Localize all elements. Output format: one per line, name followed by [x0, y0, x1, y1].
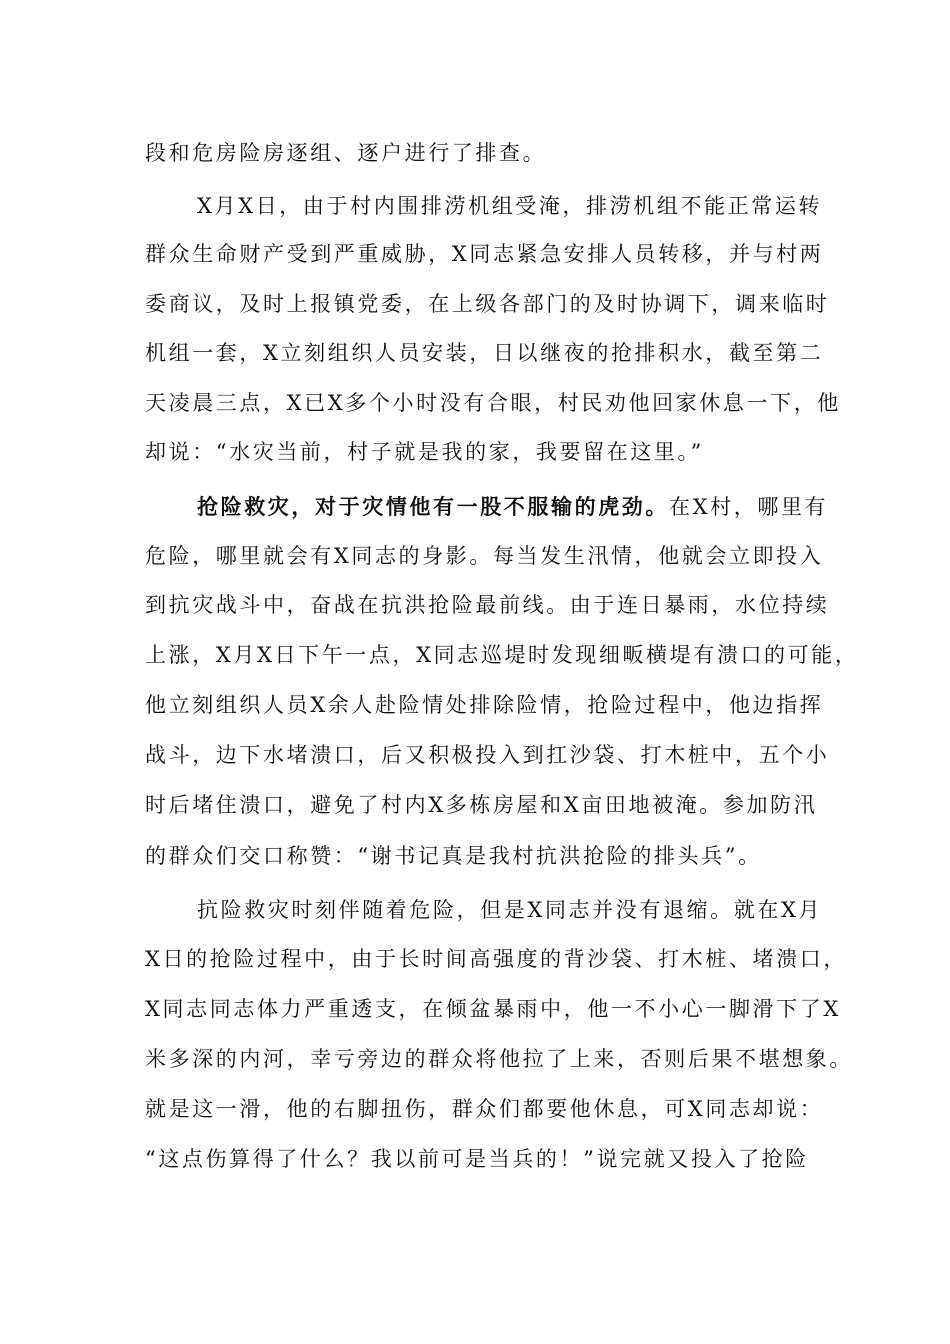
text-line: 段和危房险房逐组、逐户进行了排查。 — [145, 141, 547, 165]
text-span: 在X村，哪里有 — [669, 495, 829, 519]
text-line: 他立刻组织人员X余人赴险情处排除险情，抢险过程中，他边指挥 — [145, 693, 824, 717]
text-line: 机组一套，X立刻组织人员安装，日以继夜的抢排积水，截至第二 — [145, 341, 824, 365]
text-line: “这点伤算得了什么？我以前可是当兵的！”说完就又投入了抢险 — [145, 1147, 809, 1171]
text-line: 抗险救灾时刻伴随着危险，但是X同志并没有退缩。就在X月 — [197, 898, 823, 922]
text-line: 天凌晨三点，X已X多个小时没有合眼，村民劝他回家休息一下，他 — [145, 391, 841, 415]
text-line: 群众生命财产受到严重威胁，X同志紧急安排人员转移，并与村两 — [145, 242, 824, 266]
text-line: X同志同志体力严重透支，在倾盆暴雨中，他一不小心一脚滑下了X — [145, 997, 841, 1021]
bold-lead-sentence: 抢险救灾，对于灾情他有一股不服输的虎劲。 — [197, 494, 669, 519]
text-line: 就是这一滑，他的右脚扭伤，群众们都要他休息，可X同志却说： — [145, 1097, 824, 1121]
text-line — [197, 493, 837, 521]
text-line: 战斗，边下水堵溃口，后又积极投入到扛沙袋、打木桩中，五个小 — [145, 743, 830, 767]
text-line: 到抗灾战斗中，奋战在抗洪抢险最前线。由于连日暴雨，水位持续 — [145, 593, 830, 617]
text-line: 的群众们交口称赞：“谢书记真是我村抗洪抢险的排头兵”。 — [145, 844, 762, 868]
text-line: X日的抢险过程中，由于长时间高强度的背沙袋、打木桩、堵溃口， — [145, 947, 847, 971]
text-line: 危险，哪里就会有X同志的身影。每当发生汛情，他就会立即投入 — [145, 544, 824, 568]
text-line: X月X日，由于村内围排涝机组受淹，排涝机组不能正常运转 — [197, 194, 823, 218]
text-line: 委商议，及时上报镇党委，在上级各部门的及时协调下，调来临时 — [145, 292, 830, 316]
text-line: 却说：“水灾当前，村子就是我的家，我要留在这里。” — [145, 440, 704, 464]
text-line: 时后堵住溃口，避免了村内X多栋房屋和X亩田地被淹。参加防汛 — [145, 793, 818, 817]
text-line: 上涨，X月X日下午一点，X同志巡堤时发现细畈横堤有溃口的可能， — [145, 643, 859, 667]
text-line: 米多深的内河，幸亏旁边的群众将他拉了上来，否则后果不堪想象。 — [145, 1047, 853, 1071]
